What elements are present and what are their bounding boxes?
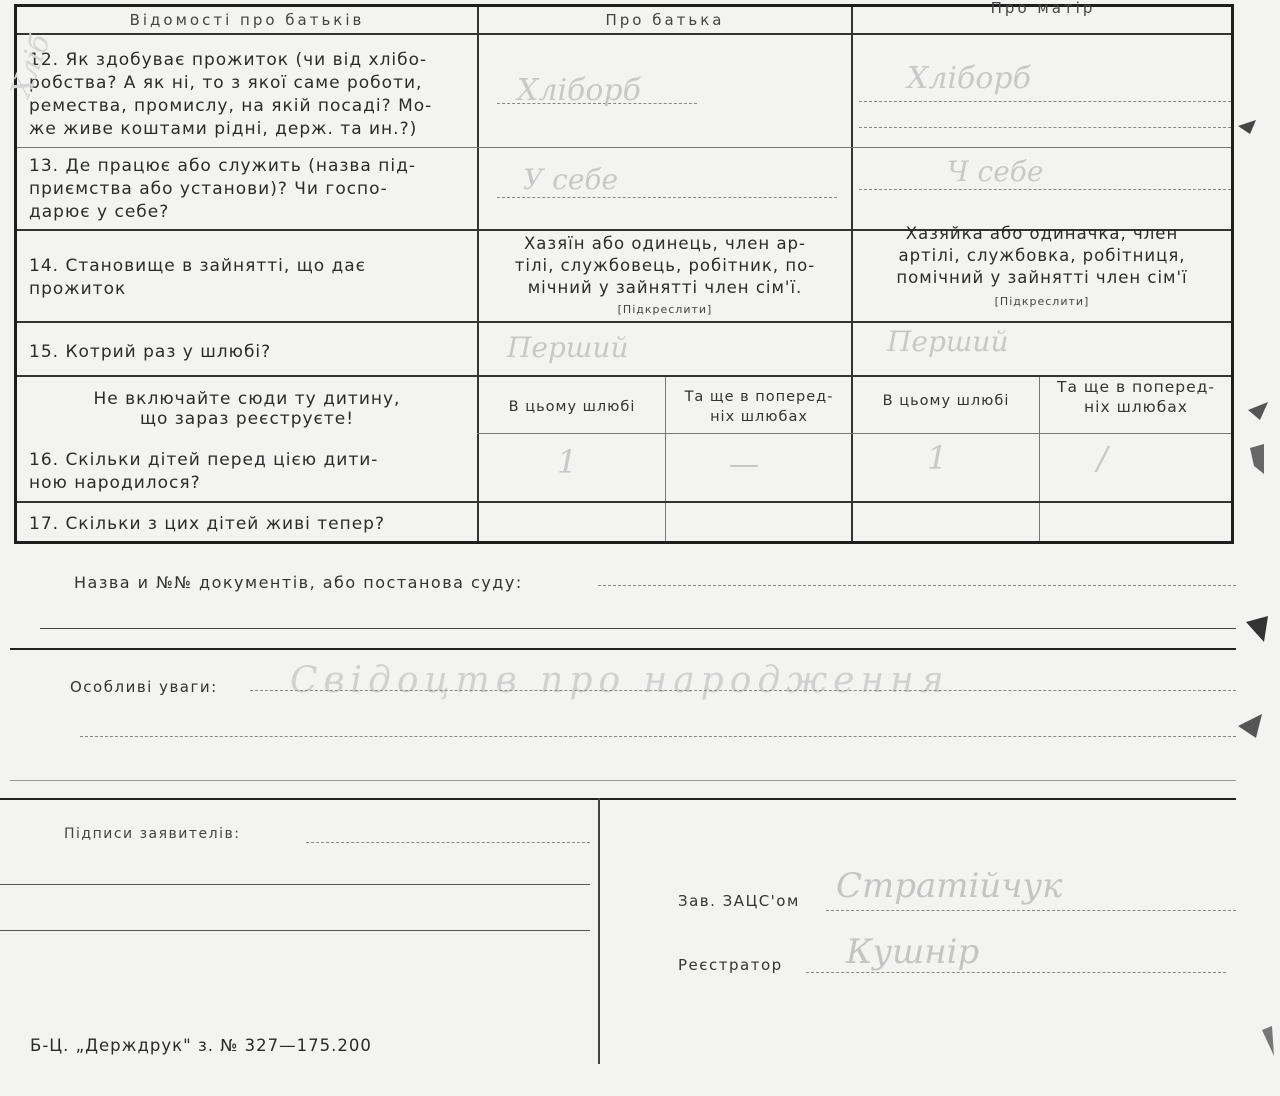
parents-info-table xyxy=(14,0,1234,544)
head-label: Зав. ЗАЦС'ом xyxy=(678,892,800,910)
answer-line xyxy=(497,197,837,198)
row-divider-12 xyxy=(17,147,1231,148)
printer-imprint: Б-Ц. „Держдрук" з. № 327—175.200 xyxy=(30,1036,372,1055)
answer-16-mother-this: 1 xyxy=(927,439,948,477)
exclusion-note: Не включайте сюди ту дитину, що зараз реєструєте! xyxy=(93,389,401,429)
head-signature-line xyxy=(826,910,1236,911)
header-father: Про батька xyxy=(605,11,725,29)
answer-16-father-this: 1 xyxy=(557,443,578,481)
mother-previous-marriages-header: Та ще в поперед- ніх шлюбах xyxy=(1057,378,1215,416)
signature-section-divider xyxy=(0,798,1236,800)
answer-line xyxy=(859,189,1231,190)
answer-16-father-prev: — xyxy=(729,447,759,482)
question-14: 14. Становище в зайнятті, що дає прожиток xyxy=(29,256,367,299)
documents-line-2 xyxy=(40,628,1236,629)
registrar-signature-line xyxy=(806,972,1226,973)
occupation-options-father: Хазяїн або одинець, член ар- тілі, службовець, робітник, по- мічний у зайнятті член сім'ї. xyxy=(514,234,816,297)
question-12: 12. Як здобуває прожиток (чи від хлібо- робства? А як ні, то з якої саме роботи, ремества, промислу, на якій посаді? Мо- же живе коштами рідні, держ. та ин.?) xyxy=(29,50,433,139)
father-previous-marriages-header: Та ще в поперед- ніх шлюбах xyxy=(684,389,834,425)
registrar-label: Реєстратор xyxy=(678,956,783,974)
question-16: 16. Скільки дітей перед цією дити- ною народилося? xyxy=(29,450,379,493)
answer-13-father: У себе xyxy=(523,163,619,196)
answer-15-father: Перший xyxy=(507,331,629,364)
header-mother: Про матір xyxy=(990,0,1096,17)
answer-line xyxy=(859,127,1231,128)
remarks-line-2 xyxy=(80,736,1236,737)
signature-column-divider xyxy=(598,798,600,1064)
registrar-signature: Кушнір xyxy=(846,932,980,972)
answer-12-father: Хліборб xyxy=(517,73,641,108)
remarks-line xyxy=(250,690,1236,691)
divider-mother-sub xyxy=(1039,375,1040,541)
underline-note-father: [Підкреслити] xyxy=(617,303,713,316)
underline-note-mother: [Підкреслити] xyxy=(994,295,1090,308)
answer-13-mother: Ч себе xyxy=(947,155,1044,188)
mother-this-marriage-header: В цьому шлюбі xyxy=(882,393,1010,409)
answer-12-mother: Хліборб xyxy=(907,61,1031,96)
remarks-line-3 xyxy=(10,780,1236,781)
row-divider-16-sub xyxy=(477,433,1231,434)
documents-label: Назва и №№ документів, або постанова суду: xyxy=(74,573,523,592)
occupation-options-mother: Хазяйка або одиначка, член артілі, службовка, робітниця, помічний у зайнятті член сім'ї xyxy=(896,224,1188,287)
father-this-marriage-header: В цьому шлюбі xyxy=(508,399,636,415)
question-13: 13. Де працює або служить (назва під- приємства або установи)? Чи госпо- дарює у себе? xyxy=(29,156,416,222)
remarks-handwriting: Свідоцтв про народження xyxy=(290,660,950,701)
torn-edge-marks xyxy=(1228,0,1280,1096)
row-divider-header xyxy=(17,33,1231,35)
question-17: 17. Скільки з цих дітей живі тепер? xyxy=(29,514,385,534)
margin-handwriting: Хліб xyxy=(4,30,57,102)
row-divider-16 xyxy=(17,501,1231,503)
divider-father-sub xyxy=(665,375,666,541)
signature-line-3 xyxy=(0,930,590,931)
signatures-label: Підписи заявителів: xyxy=(64,826,241,842)
answer-line xyxy=(859,101,1231,102)
documents-line xyxy=(598,585,1236,586)
row-divider-14 xyxy=(17,321,1231,323)
answer-15-mother: Перший xyxy=(887,325,1009,358)
signature-line xyxy=(306,842,590,843)
section-divider xyxy=(10,648,1236,650)
remarks-label: Особливі уваги: xyxy=(70,678,218,696)
header-parents-info: Відомості про батьків xyxy=(129,11,365,29)
head-signature: Стратійчук xyxy=(836,866,1063,906)
signature-line-2 xyxy=(0,884,590,885)
question-15: 15. Котрий раз у шлюбі? xyxy=(29,342,272,362)
answer-16-mother-prev: / xyxy=(1097,439,1108,477)
